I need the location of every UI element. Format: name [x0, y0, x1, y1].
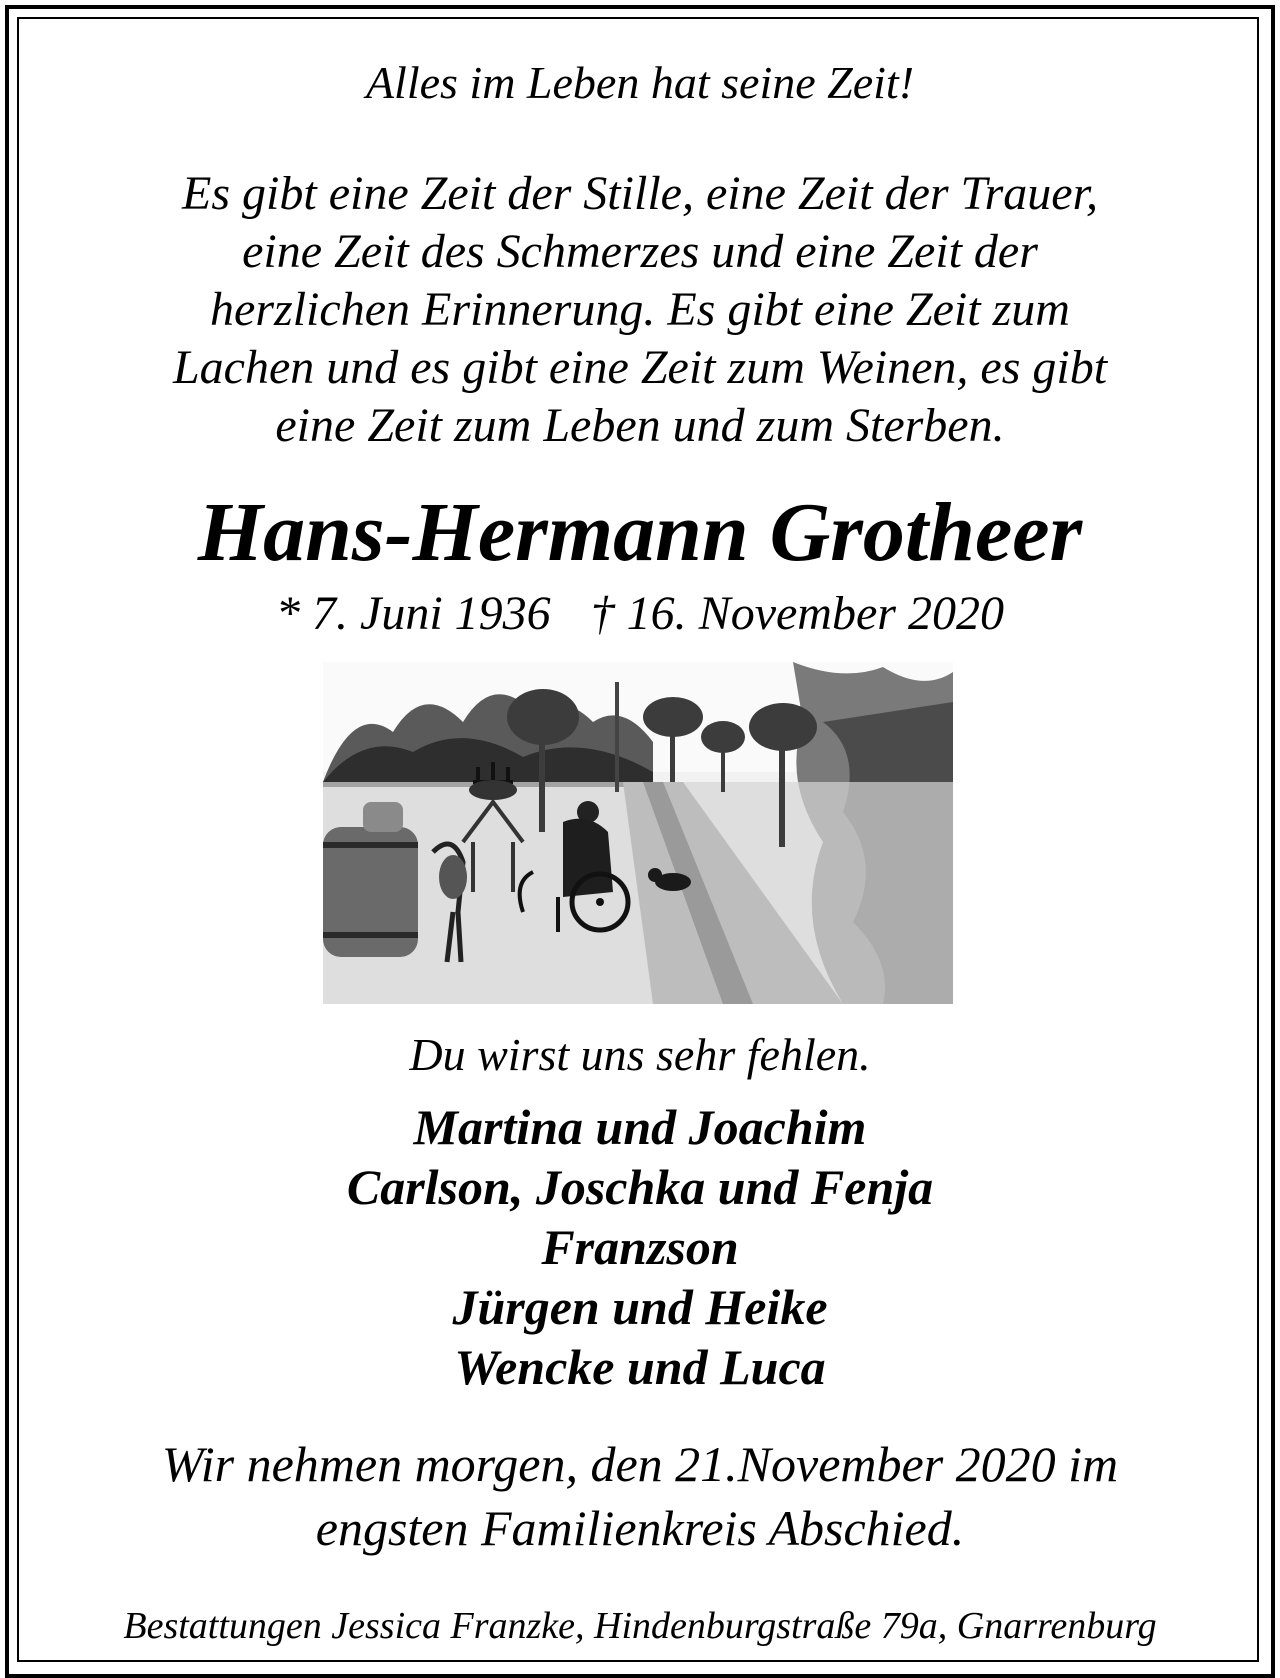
birth-date: * 7. Juni 1936 — [276, 587, 551, 640]
family-line: Franzson — [541, 1219, 739, 1275]
poem-line: Es gibt eine Zeit der Stille, eine Zeit der Trauer, — [182, 167, 1098, 220]
family-signatures — [21, 1097, 1259, 1397]
ceremony-line: Wir nehmen morgen, den 21.November 2020 im — [161, 1436, 1119, 1492]
poem-line: Lachen und es gibt eine Zeit zum Weinen, es gibt — [172, 341, 1108, 394]
farewell-line: Du wirst uns sehr fehlen. — [409, 1029, 871, 1080]
motto: Alles im Leben hat seine Zeit! — [365, 57, 915, 108]
death-date: † 16. November 2020 — [590, 587, 1004, 640]
undertaker-line: Bestattungen Jessica Franzke, Hindenburgstraße 79a, Gnarrenburg — [123, 1605, 1157, 1647]
life-dates — [21, 585, 1259, 643]
memorial-photo — [323, 662, 953, 1004]
poem-line: eine Zeit zum Leben und zum Sterben. — [275, 399, 1005, 452]
ceremony-line: engsten Familienkreis Abschied. — [315, 1500, 965, 1556]
deceased-name: Hans-Hermann Grotheer — [197, 486, 1083, 579]
obituary-notice — [21, 21, 1259, 1662]
poem-line: herzlichen Erinnerung. Es gibt eine Zeit zum — [210, 283, 1070, 336]
poem-line: eine Zeit des Schmerzes und eine Zeit der — [242, 225, 1038, 278]
ceremony-notice — [21, 1432, 1259, 1560]
family-line: Martina und Joachim — [413, 1099, 867, 1155]
family-line: Jürgen und Heike — [452, 1279, 828, 1335]
poem — [21, 165, 1259, 455]
family-line: Carlson, Joschka und Fenja — [346, 1159, 934, 1215]
family-line: Wencke und Luca — [454, 1339, 826, 1395]
